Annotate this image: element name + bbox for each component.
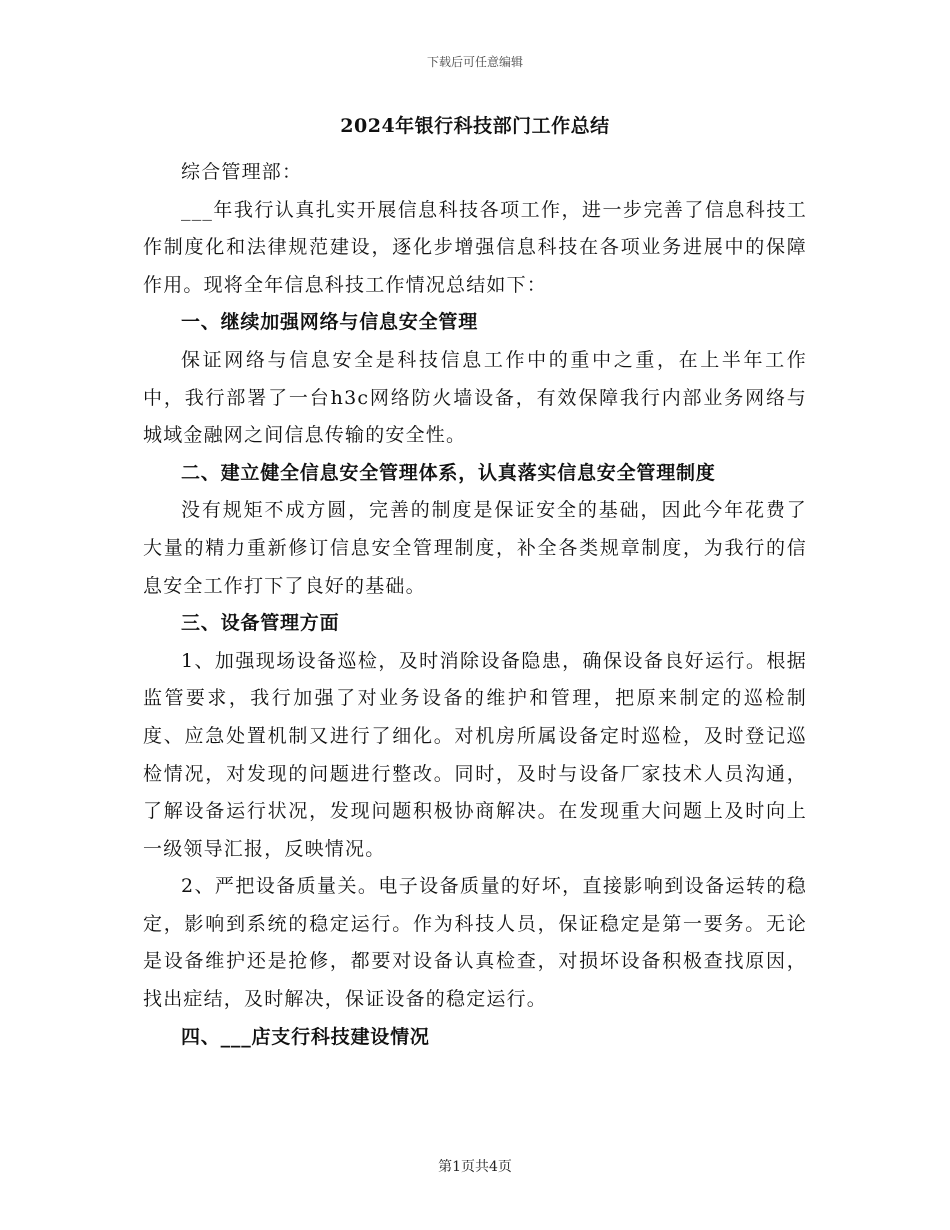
section-heading-1: 一、继续加强网络与信息安全管理 xyxy=(181,311,479,334)
document-body xyxy=(143,110,807,1056)
paragraph-section-1: 保证网络与信息安全是科技信息工作中的重中之重，在上半年工作中，我行部署了一台h3c网络防火墙设备，有效保障我行内部业务网络与城域金融网之间信息传输的安全性。 xyxy=(143,348,807,447)
header-note: 下载后可任意编辑 xyxy=(426,55,523,69)
section-heading-4: 四、___店支行科技建设情况 xyxy=(181,1025,430,1048)
document-title: 2024年银行科技部门工作总结 xyxy=(340,115,610,137)
page-footer: 第1页共4页 xyxy=(438,1159,512,1175)
paragraph-section-3-item-1: 1、加强现场设备巡检，及时消除设备隐患，确保设备良好运行。根据监管要求，我行加强了对业务设备的维护和管理，把原来制定的巡检制度、应急处置机制又进行了细化。对机房所属设备定时巡检，及时登记巡检情况，对发现的问题进行整改。同时，及时与设备厂家技术人员沟通，了解设备运行状况，发现问题积极协商解决。在发现重大问题上及时向上一级领导汇报，反映情况。 xyxy=(143,649,807,860)
section-heading-3: 三、设备管理方面 xyxy=(181,612,340,635)
section-heading-2: 二、建立健全信息安全管理体系，认真落实信息安全管理制度 xyxy=(181,461,716,484)
paragraph-intro: ___年我行认真扎实开展信息科技各项工作，进一步完善了信息科技工作制度化和法律规范建设，逐化步增强信息科技在各项业务进展中的保障作用。现将全年信息科技工作情况总结如下： xyxy=(143,198,807,296)
paragraph-addressee: 综合管理部： xyxy=(181,161,303,183)
paragraph-section-2: 没有规矩不成方圆，完善的制度是保证安全的基础，因此今年花费了大量的精力重新修订信息安全管理制度，补全各类规章制度，为我行的信息安全工作打下了良好的基础。 xyxy=(143,499,807,597)
paragraph-section-3-item-2: 2、严把设备质量关。电子设备质量的好坏，直接影响到设备运转的稳定，影响到系统的稳定运行。作为科技人员，保证稳定是第一要务。无论是设备维护还是抢修，都要对设备认真检查，对损坏设备积极查找原因，找出症结，及时解决，保证设备的稳定运行。 xyxy=(143,875,807,1011)
